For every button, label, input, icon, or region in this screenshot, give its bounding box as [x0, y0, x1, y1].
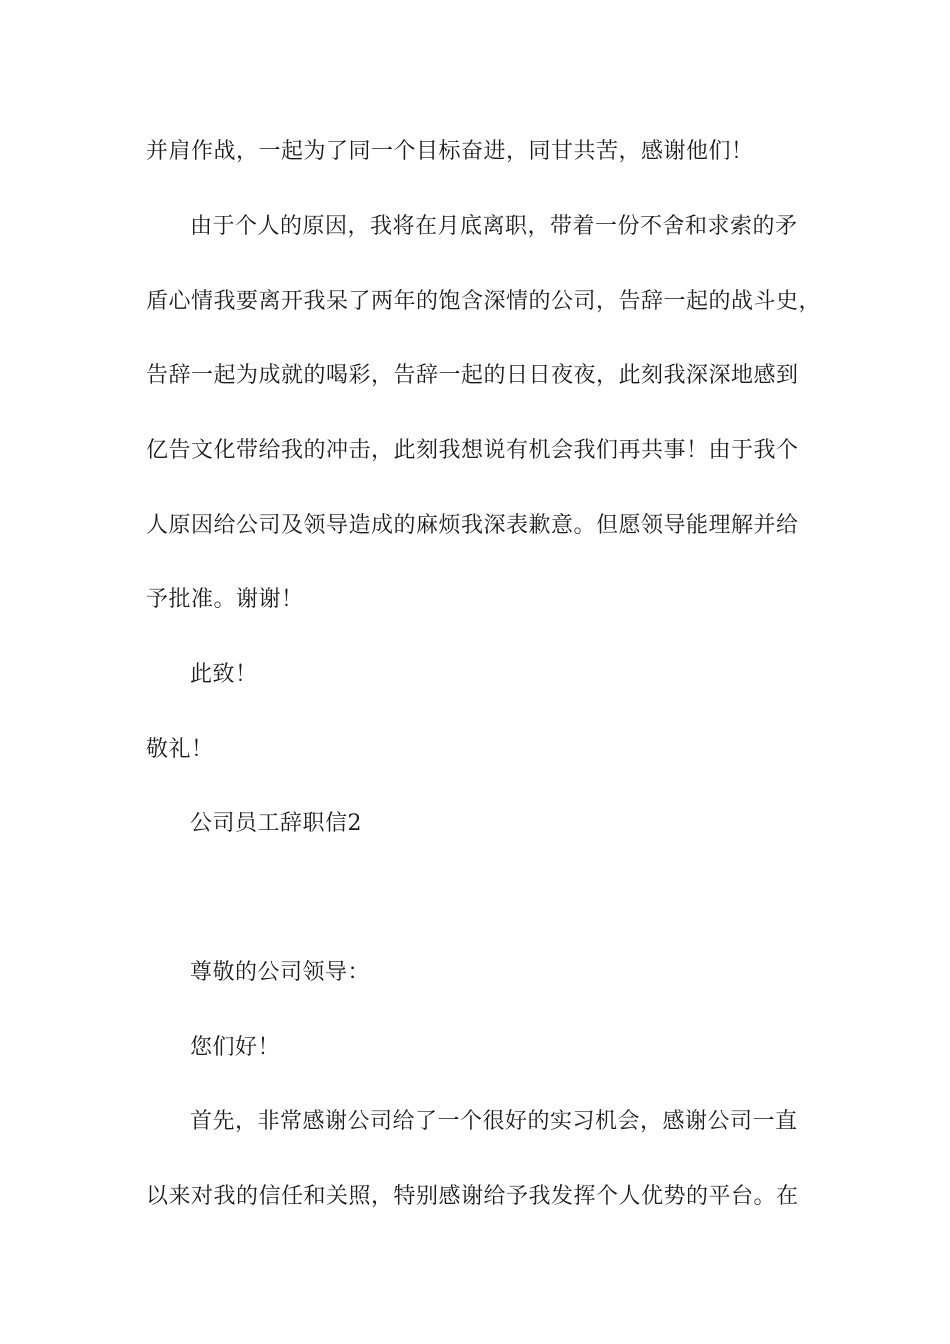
paragraph-line: 以来对我的信任和关照，特别感谢给予我发挥个人优势的平台。在 [146, 1184, 799, 1209]
paragraph-line: 由于个人的原因，我将在月底离职，带着一份不舍和求索的矛 [190, 214, 798, 239]
greeting-line: 您们好！ [190, 1035, 281, 1060]
paragraph-line: 人原因给公司及领导造成的麻烦我深表歉意。但愿领导能理解并给 [146, 513, 799, 538]
closing-line: 此致！ [190, 662, 258, 687]
paragraph-line: 并肩作战，一起为了同一个目标奋进，同甘共苦，感谢他们！ [146, 139, 754, 164]
paragraph-line: 首先，非常感谢公司给了一个很好的实习机会，感谢公司一直 [190, 1109, 798, 1134]
section-title: 公司员工辞职信2 [190, 811, 362, 836]
paragraph-line: 予批准。谢谢！ [146, 587, 304, 612]
paragraph-line: 亿告文化带给我的冲击，此刻我想说有机会我们再共事！由于我个 [146, 438, 799, 463]
greeting-line: 尊敬的公司领导： [190, 960, 371, 985]
paragraph-line: 盾心情我要离开我呆了两年的饱含深情的公司，告辞一起的战斗史， [146, 289, 822, 314]
closing-salutation: 敬礼！ [146, 737, 214, 762]
paragraph-line: 告辞一起为成就的喝彩，告辞一起的日日夜夜，此刻我深深地感到 [146, 363, 799, 388]
